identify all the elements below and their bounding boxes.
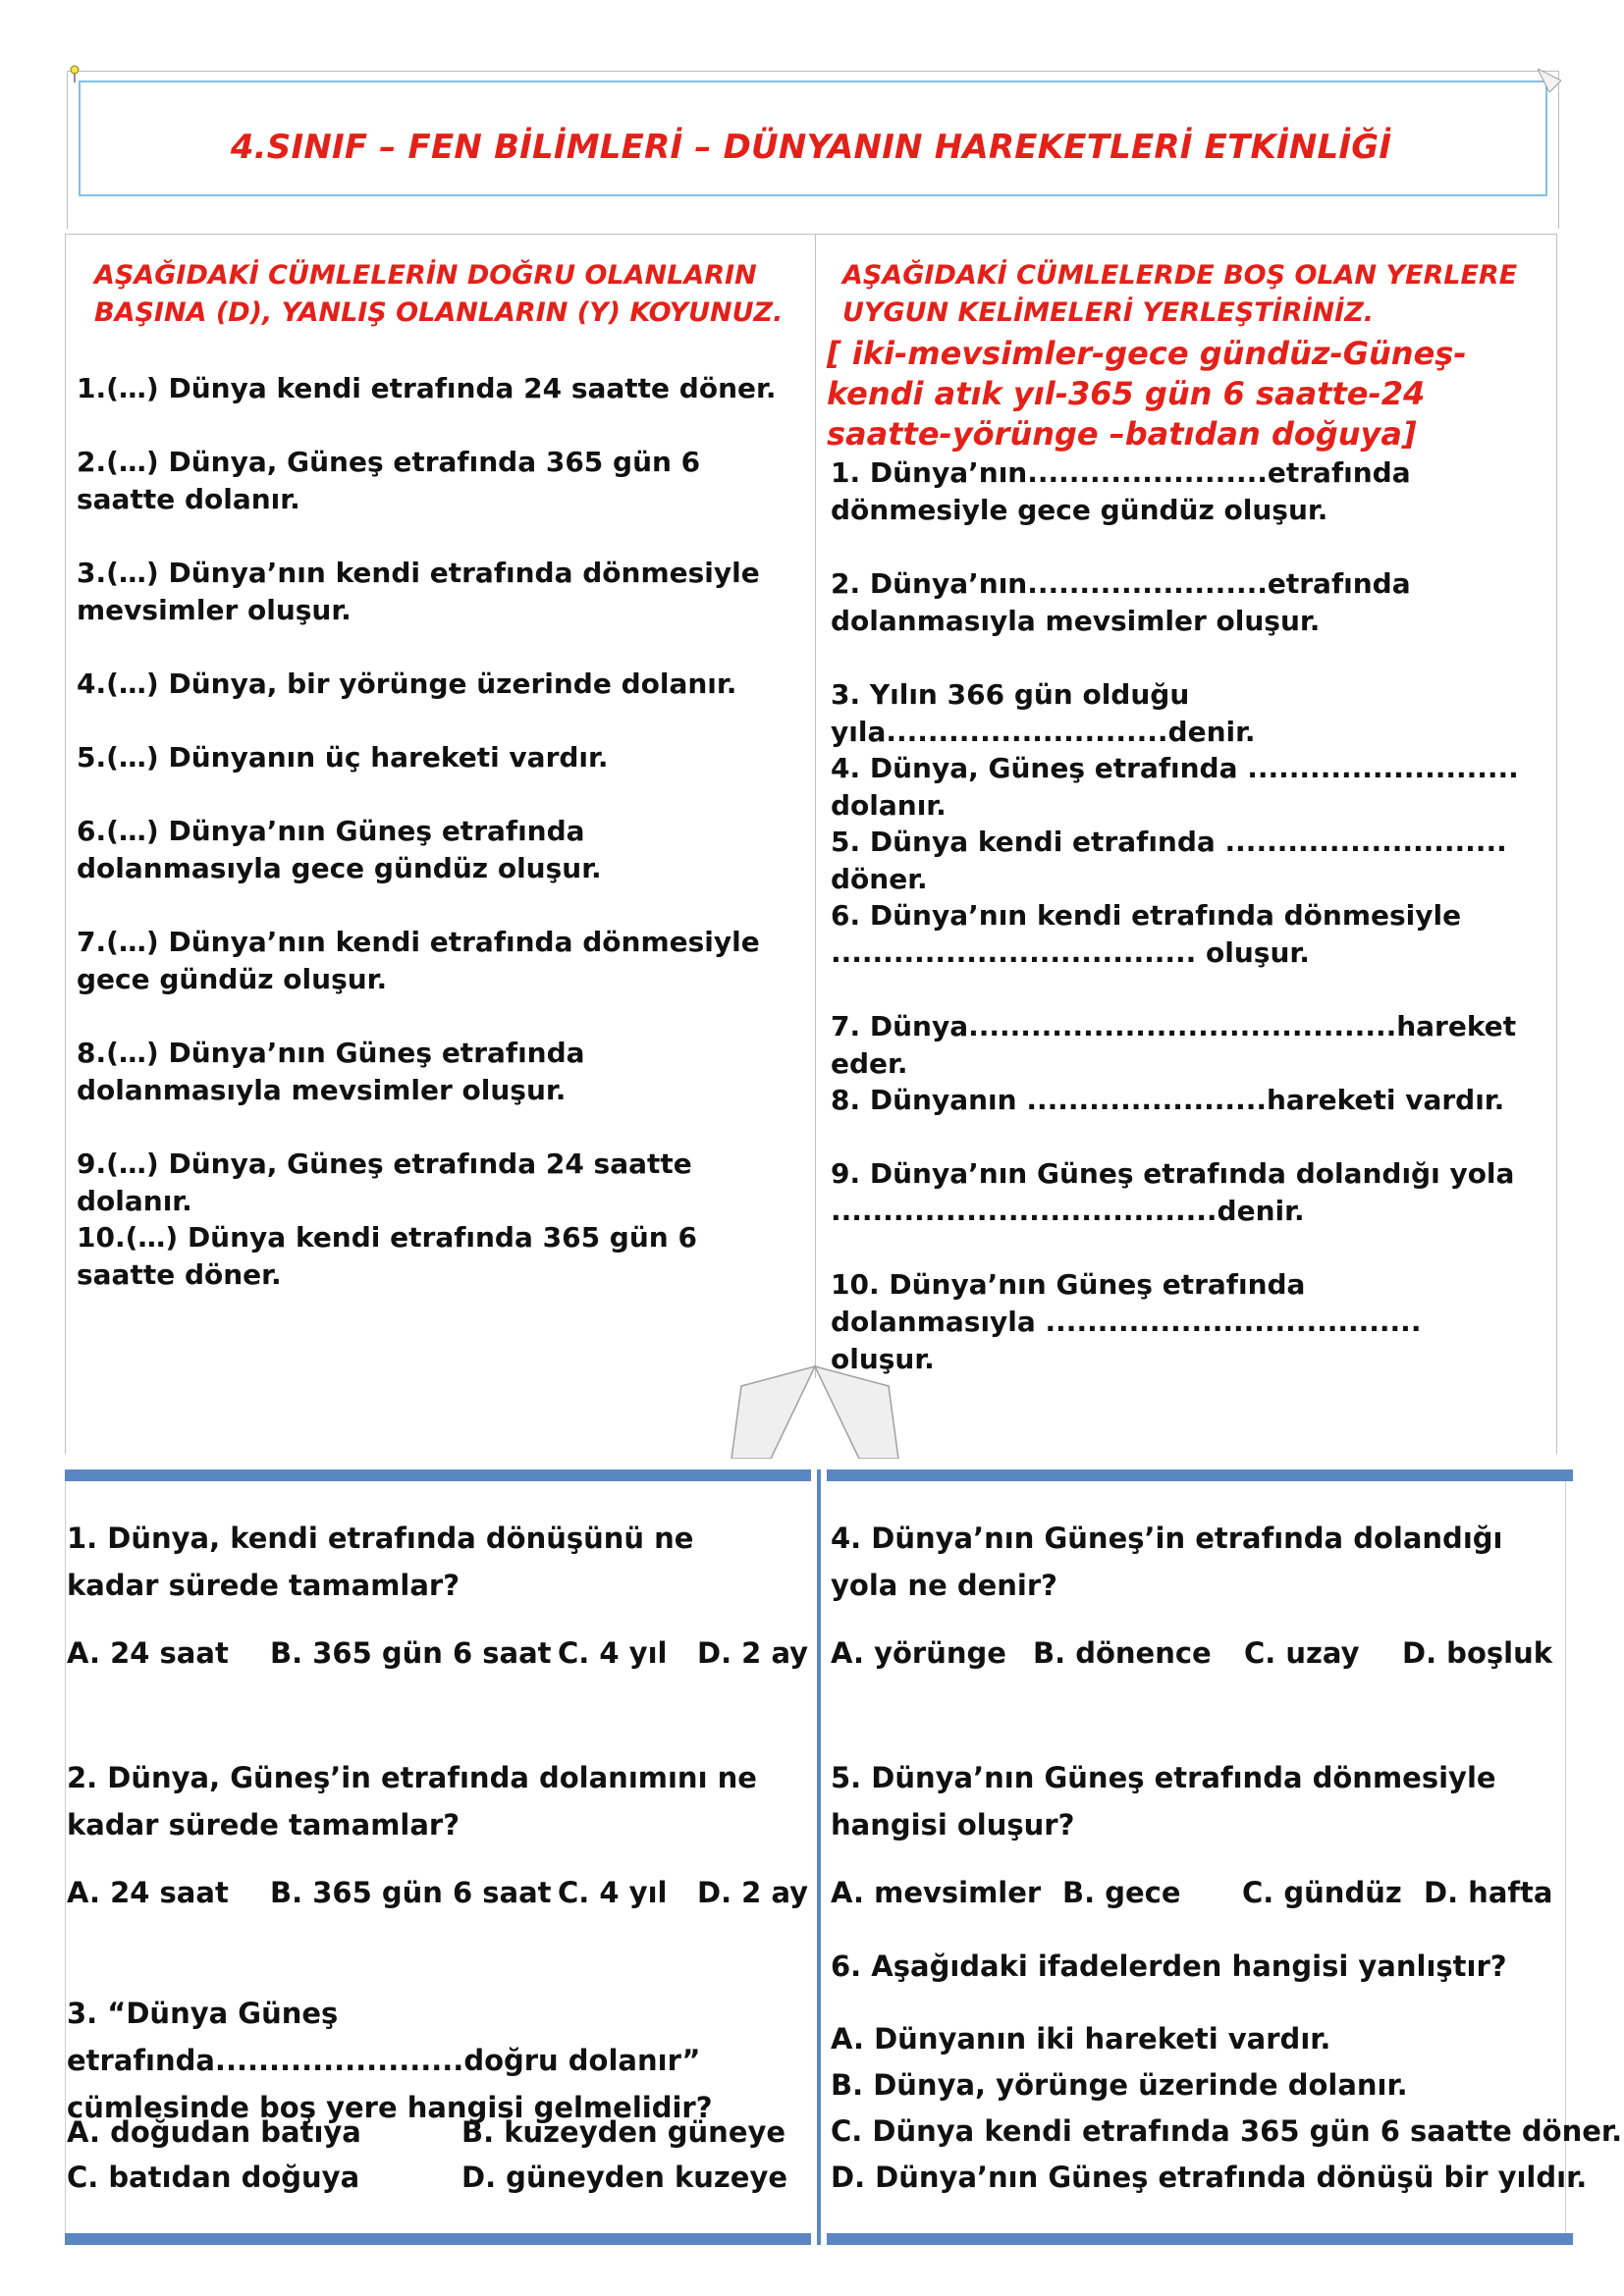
option-q5-b[interactable]: B. gece: [1062, 1876, 1181, 1909]
question-6: 6. Aşağıdaki ifadelerden hangisi yanlıştır?: [831, 1949, 1507, 1983]
true-false-item: 7.(…) Dünya’nın kendi etrafında dönmesiyle gece gündüz oluşur.: [77, 926, 760, 995]
section-bar: [65, 1469, 811, 1481]
option-q1-a[interactable]: A. 24 saat: [67, 1636, 229, 1670]
true-false-item: 10.(…) Dünya kendi etrafında 365 gün 6 saatte döner.: [77, 1221, 697, 1291]
true-false-item: 3.(…) Dünya’nın kendi etrafında dönmesiyle mevsimler oluşur.: [77, 557, 760, 626]
fill-blank-item: 1. Dünya’nın.......................etrafında dönmesiyle gece gündüz oluşur.: [831, 456, 1411, 526]
question-4: 4. Dünya’nın Güneş’in etrafında dolandığı yola ne denir?: [831, 1522, 1503, 1602]
option-q2-b[interactable]: B. 365 gün 6 saat: [270, 1876, 552, 1909]
question-2: 2. Dünya, Güneş’in etrafında dolanımını ne kadar sürede tamamlar?: [67, 1761, 757, 1842]
option-q2-d[interactable]: D. 2 ay: [697, 1876, 809, 1909]
fill-blank-item: 4. Dünya, Güneş etrafında .......................... dolanır.: [831, 752, 1519, 822]
option-q6-b[interactable]: B. Dünya, yörünge üzerinde dolanır.: [831, 2068, 1408, 2102]
question-5: 5. Dünya’nın Güneş etrafında dönmesiyle hangisi oluşur?: [831, 1761, 1496, 1842]
option-q1-c[interactable]: C. 4 yıl: [558, 1636, 668, 1670]
fill-blank-item: 3. Yılın 366 gün olduğu yıla...........................denir.: [831, 678, 1256, 748]
page-fold-icon: [1538, 69, 1561, 92]
pin-icon: [69, 65, 81, 82]
section-bar: [65, 2233, 811, 2245]
true-false-heading: AŞAĞIDAKİ CÜMLELERİN DOĞRU OLANLARIN BAŞINA (D), YANLIŞ OLANLARIN (Y) KOYUNUZ.: [94, 260, 784, 328]
fill-blank-item: 9. Dünya’nın Güneş etrafında dolandığı yola .....................................denir.: [831, 1157, 1515, 1227]
section-bar: [827, 2233, 1573, 2245]
option-q4-d[interactable]: D. boşluk: [1402, 1636, 1553, 1670]
fill-blank-item: 8. Dünyanın .......................hareketi vardır.: [831, 1084, 1505, 1116]
option-q5-d[interactable]: D. hafta: [1424, 1876, 1553, 1909]
option-q6-d[interactable]: D. Dünya’nın Güneş etrafında dönüşü bir yıldır.: [831, 2161, 1588, 2194]
option-q3-b[interactable]: B. kuzeyden güneye: [461, 2115, 786, 2149]
section-bar: [827, 1469, 1573, 1481]
option-q1-d[interactable]: D. 2 ay: [697, 1636, 809, 1670]
option-q3-c[interactable]: C. batıdan doğuya: [67, 2161, 360, 2194]
fill-blank-heading: AŞAĞIDAKİ CÜMLELERDE BOŞ OLAN YERLERE UYGUN KELİMELERİ YERLEŞTİRİNİZ.: [842, 260, 1518, 328]
option-q6-c[interactable]: C. Dünya kendi etrafında 365 gün 6 saatte döner.: [831, 2114, 1623, 2148]
question-1: 1. Dünya, kendi etrafında dönüşünü ne kadar sürede tamamlar?: [67, 1522, 694, 1602]
fill-blank-item: 2. Dünya’nın.......................etrafında dolanmasıyla mevsimler oluşur.: [831, 567, 1411, 637]
fill-blank-item: 6. Dünya’nın kendi etrafında dönmesiyle ................................... oluşur.: [831, 899, 1462, 969]
true-false-item: 6.(…) Dünya’nın Güneş etrafında dolanmasıyla gece gündüz oluşur.: [77, 815, 602, 884]
option-q2-c[interactable]: C. 4 yıl: [558, 1876, 668, 1909]
option-q4-a[interactable]: A. yörünge: [831, 1636, 1006, 1670]
true-false-item: 9.(…) Dünya, Güneş etrafında 24 saatte dolanır.: [77, 1148, 692, 1217]
word-bank: [ iki-mevsimler-gece gündüz-Güneş-kendi atık yıl-365 gün 6 saatte-24 saatte-yörünge –batıdan doğuya]: [827, 335, 1467, 453]
true-false-item: 5.(…) Dünyanın üç hareketi vardır.: [77, 741, 609, 774]
section-border: [65, 1481, 66, 2233]
option-q4-b[interactable]: B. dönence: [1033, 1636, 1212, 1670]
question-3: 3. “Dünya Güneş etrafında.......................doğru dolanır” cümlesinde boş yere hangisi gelmelidir?: [67, 1997, 713, 2124]
fill-blank-item: 7. Dünya.........................................hareket eder.: [831, 1010, 1517, 1080]
divider-arrow-decoration: [722, 1364, 908, 1459]
option-q3-d[interactable]: D. güneyden kuzeye: [461, 2161, 788, 2194]
page-title: 4.SINIF – FEN BİLİMLERİ – DÜNYANIN HAREKETLERİ ETKİNLİĞİ: [230, 128, 1392, 167]
true-false-item: 1.(…) Dünya kendi etrafında 24 saatte döner.: [77, 372, 777, 404]
option-q2-a[interactable]: A. 24 saat: [67, 1876, 229, 1909]
fill-blank-item: 5. Dünya kendi etrafında ........................... döner.: [831, 826, 1507, 895]
option-q3-a[interactable]: A. doğudan batıya: [67, 2115, 361, 2149]
column-divider: [815, 234, 816, 1378]
column-divider: [817, 1469, 821, 2245]
option-q6-a[interactable]: A. Dünyanın iki hareketi vardır.: [831, 2022, 1331, 2056]
option-q4-c[interactable]: C. uzay: [1244, 1636, 1360, 1670]
true-false-item: 4.(…) Dünya, bir yörünge üzerinde dolanır.: [77, 667, 737, 700]
option-q5-a[interactable]: A. mevsimler: [831, 1876, 1042, 1909]
fill-blank-item: 10. Dünya’nın Güneş etrafında dolanmasıyla .................................... oluşur.: [831, 1268, 1422, 1375]
true-false-item: 2.(…) Dünya, Güneş etrafında 365 gün 6 saatte dolanır.: [77, 446, 701, 515]
option-q1-b[interactable]: B. 365 gün 6 saat: [270, 1636, 552, 1670]
option-q5-c[interactable]: C. gündüz: [1242, 1876, 1402, 1909]
true-false-item: 8.(…) Dünya’nın Güneş etrafında dolanmasıyla mevsimler oluşur.: [77, 1037, 585, 1106]
